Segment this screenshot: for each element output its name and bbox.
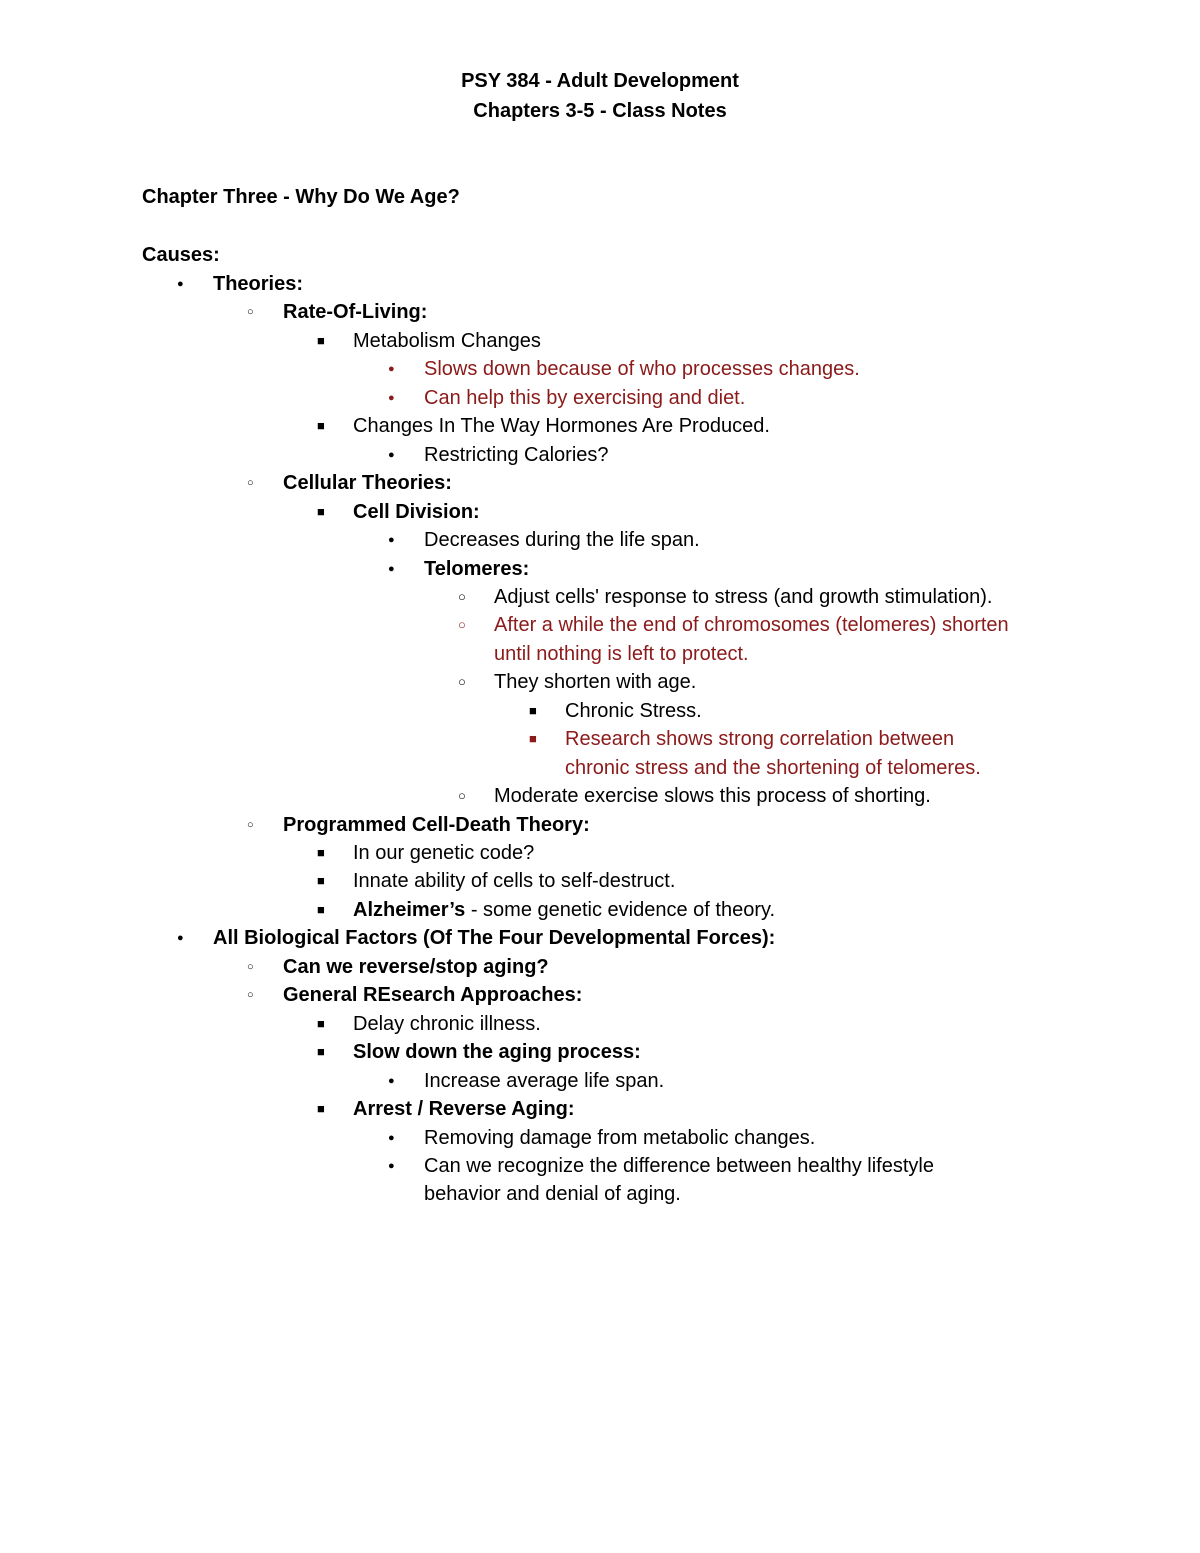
list-item-text: Slow down the aging process: [353, 1041, 641, 1063]
list-item-text: Theories: [213, 273, 304, 295]
disc-bullet-icon: ● [388, 1132, 395, 1144]
square-bullet-icon: ■ [317, 902, 325, 917]
list-item-text: Chronic Stress. [565, 700, 702, 722]
document-title: PSY 384 - Adult Development [461, 70, 739, 92]
list-item [424, 1067, 664, 1095]
circle-bullet-icon: ○ [247, 961, 254, 973]
disc-bullet-icon: ● [388, 534, 395, 546]
list-item-text: After a while the end of chromosomes (telomeres) shorten [494, 614, 1009, 636]
circle-bullet-icon: ○ [247, 306, 254, 318]
list-item [424, 441, 609, 469]
list-item [283, 469, 452, 497]
list-item-continuation [494, 640, 749, 668]
list-item-text: Telomeres: [424, 558, 530, 580]
list-item-text: until nothing is left to protect. [494, 643, 749, 665]
list-item [353, 1038, 641, 1066]
list-item-text: Can help this by exercising and diet. [424, 387, 746, 409]
list-item-text: Cellular Theories: [283, 472, 452, 494]
list-item [424, 1124, 815, 1152]
list-item [424, 526, 700, 554]
circle-bullet-icon: ○ [247, 989, 254, 1001]
list-item [494, 782, 931, 810]
disc-bullet-icon: ● [388, 449, 395, 461]
list-item [353, 839, 534, 867]
list-item-continuation [565, 754, 981, 782]
list-item-text: Innate ability of cells to self-destruct. [353, 870, 676, 892]
list-item [353, 1010, 541, 1038]
list-item [213, 270, 303, 298]
list-item [353, 867, 675, 895]
list-item-text: Slows down because of who processes changes. [424, 358, 860, 380]
circle-bullet-icon: ○ [247, 819, 254, 831]
list-item-text: They shorten with age. [494, 671, 697, 693]
list-item [213, 924, 775, 952]
list-item [353, 1095, 575, 1123]
list-item-text: In our genetic code? [353, 842, 535, 864]
list-item-text: Arrest / Reverse Aging: [353, 1098, 575, 1120]
circle-bullet-icon: ○ [458, 617, 466, 632]
list-item-suffix: - some genetic evidence of theory. [465, 899, 776, 921]
square-bullet-icon: ■ [317, 1016, 325, 1031]
list-item-text: Delay chronic illness. [353, 1013, 541, 1035]
square-bullet-icon: ■ [317, 418, 325, 433]
list-item [283, 811, 590, 839]
list-item-continuation [424, 1180, 681, 1208]
disc-bullet-icon: ● [388, 392, 395, 404]
list-item-text: Moderate exercise slows this process of shorting. [494, 785, 931, 807]
list-item-text: Decreases during the life span. [424, 529, 700, 551]
document-subtitle: Chapters 3-5 - Class Notes [473, 100, 727, 122]
list-item-text: Adjust cells' response to stress (and growth stimulation). [494, 586, 993, 608]
list-item-text: chronic stress and the shortening of telomeres. [565, 757, 981, 779]
list-item-text: Can we recognize the difference between healthy lifestyle [424, 1155, 934, 1177]
list-item-text: All Biological Factors (Of The Four Developmental Forces): [213, 927, 776, 949]
circle-bullet-icon: ○ [458, 674, 466, 689]
list-item-text: Restricting Calories? [424, 444, 609, 466]
disc-bullet-icon: ● [388, 563, 395, 575]
disc-bullet-icon: ● [177, 278, 184, 290]
disc-bullet-icon: ● [388, 1160, 395, 1172]
list-item-text: behavior and denial of aging. [424, 1183, 681, 1205]
list-item-text: Research shows strong correlation between [565, 728, 955, 750]
list-item [353, 327, 541, 355]
list-item-text: Rate-Of-Living: [283, 301, 428, 323]
list-item [353, 896, 775, 924]
square-bullet-icon: ■ [529, 703, 537, 718]
list-item [283, 981, 582, 1009]
list-item [283, 953, 549, 981]
list-item [565, 725, 954, 753]
list-item-text: Cell Division: [353, 501, 480, 523]
list-item-text: Can we reverse/stop aging? [283, 956, 549, 978]
disc-bullet-icon: ● [388, 363, 395, 375]
list-item-text: Changes In The Way Hormones Are Produced. [353, 415, 770, 437]
square-bullet-icon: ■ [317, 873, 325, 888]
square-bullet-icon: ■ [317, 504, 325, 519]
list-item [494, 583, 992, 611]
list-item-text: Increase average life span. [424, 1070, 665, 1092]
square-bullet-icon: ■ [529, 731, 537, 746]
list-item [494, 668, 696, 696]
list-item [424, 355, 860, 383]
list-item [424, 1152, 934, 1180]
list-item [424, 555, 529, 583]
list-item-text: Alzheimer’s [353, 899, 466, 921]
list-item [494, 611, 1009, 639]
circle-bullet-icon: ○ [247, 477, 254, 489]
disc-bullet-icon: ● [388, 1075, 395, 1087]
list-item-text: General REsearch Approaches: [283, 984, 583, 1006]
list-item [283, 298, 427, 326]
list-item-text: Removing damage from metabolic changes. [424, 1127, 816, 1149]
square-bullet-icon: ■ [317, 333, 325, 348]
disc-bullet-icon: ● [177, 932, 184, 944]
list-item [424, 384, 745, 412]
square-bullet-icon: ■ [317, 1044, 325, 1059]
square-bullet-icon: ■ [317, 845, 325, 860]
chapter-heading: Chapter Three - Why Do We Age? [142, 186, 460, 208]
circle-bullet-icon: ○ [458, 788, 466, 803]
list-item [353, 498, 480, 526]
circle-bullet-icon: ○ [458, 589, 466, 604]
list-item [353, 412, 770, 440]
square-bullet-icon: ■ [317, 1101, 325, 1116]
list-item [565, 697, 702, 725]
causes-label: Causes: [142, 244, 220, 266]
list-item-text: Programmed Cell-Death Theory: [283, 814, 590, 836]
list-item-text: Metabolism Changes [353, 330, 541, 352]
